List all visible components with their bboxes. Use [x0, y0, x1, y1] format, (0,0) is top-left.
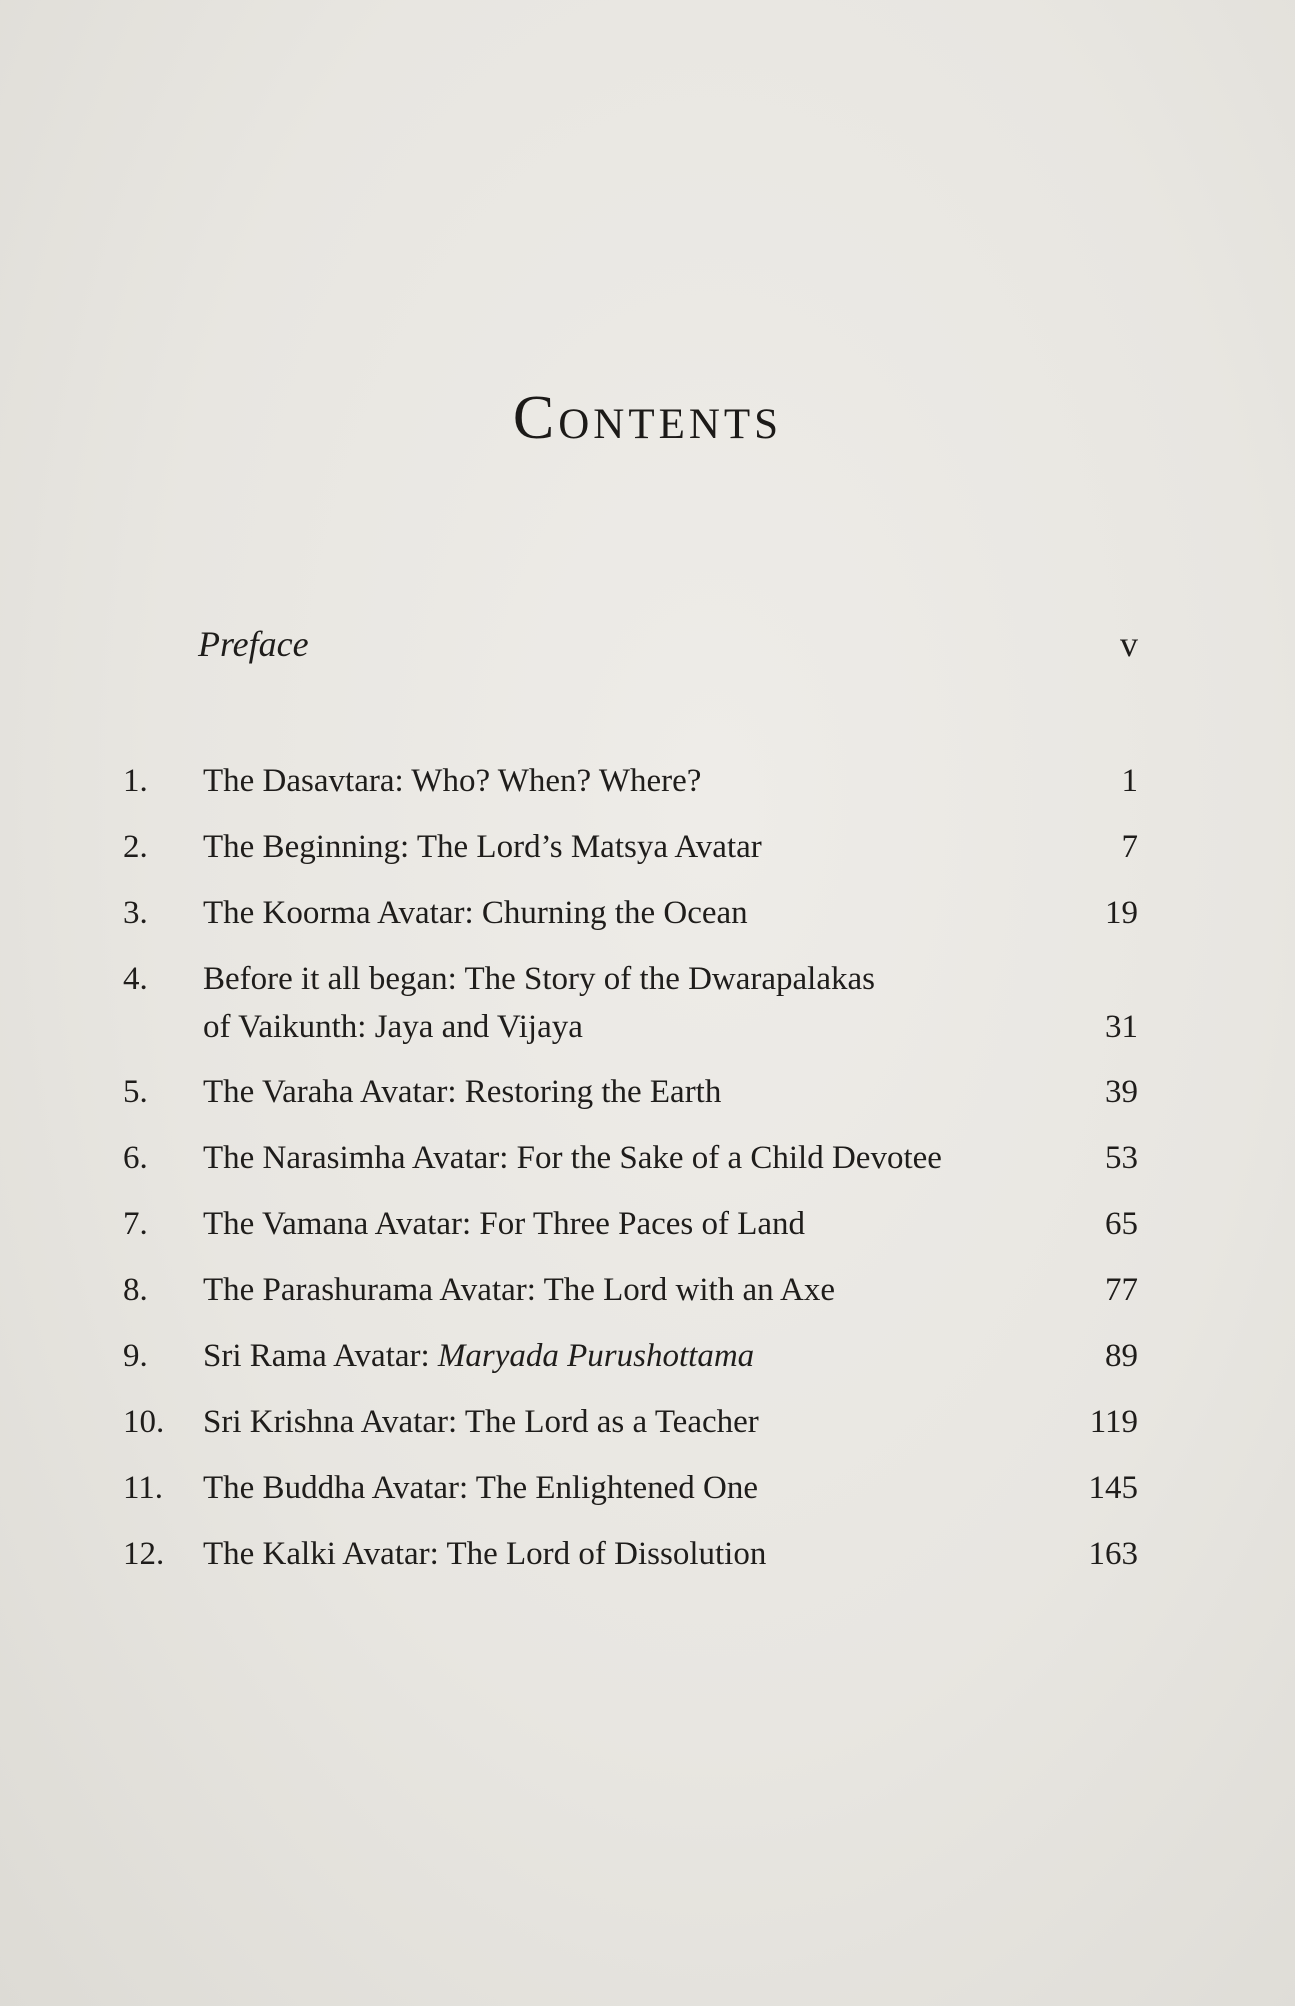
entry-title-line-2: of Vaikunth: Jaya and Vijaya: [203, 1009, 583, 1045]
entry-page-number: 163: [1088, 1536, 1138, 1572]
entry-title: The Narasimha Avatar: For the Sake of a Child Devotee: [203, 1140, 942, 1176]
entry-number: 5.: [123, 1074, 148, 1110]
preface-page-number: v: [1120, 624, 1138, 664]
entry-number: 12.: [123, 1536, 165, 1572]
entry-page-number: 89: [1105, 1338, 1138, 1374]
entry-title: [203, 1332, 754, 1380]
entry-number: 9.: [123, 1338, 148, 1374]
entry-title: The Parashurama Avatar: The Lord with an Axe: [203, 1272, 835, 1308]
entry-title: The Vamana Avatar: For Three Paces of Land: [203, 1206, 806, 1242]
page-title: Contents: [512, 384, 783, 452]
entry-title-italic: Maryada Purushottama: [437, 1338, 755, 1374]
toc-preface-row: [198, 623, 1138, 673]
entry-title: The Varaha Avatar: Restoring the Earth: [203, 1074, 722, 1110]
entry-page-number: 1: [1121, 763, 1138, 799]
entry-number: 6.: [123, 1140, 148, 1176]
entry-number: 1.: [123, 763, 148, 799]
entry-title: Sri Krishna Avatar: The Lord as a Teacher: [203, 1404, 759, 1440]
entry-number: 4.: [123, 961, 148, 997]
entry-number: 3.: [123, 895, 148, 931]
entry-page-number: 77: [1105, 1272, 1138, 1308]
entry-title: The Beginning: The Lord’s Matsya Avatar: [203, 829, 762, 865]
entry-number: 11.: [123, 1470, 164, 1506]
entry-page-number: 7: [1121, 829, 1138, 865]
entry-page-number: 31: [1105, 1009, 1138, 1045]
entry-number: 8.: [123, 1272, 148, 1308]
entry-number: 2.: [123, 829, 148, 865]
entry-page-number: 39: [1105, 1074, 1138, 1110]
preface-label: Preface: [198, 624, 309, 664]
entry-title: The Dasavtara: Who? When? Where?: [203, 763, 702, 799]
entry-title: The Buddha Avatar: The Enlightened One: [203, 1470, 759, 1506]
entry-title: Before it all began: The Story of the Dwarapalakas: [203, 961, 875, 997]
entry-number: 10.: [123, 1404, 165, 1440]
entry-page-number: 145: [1088, 1470, 1138, 1506]
entry-page-number: 65: [1105, 1206, 1138, 1242]
entry-number: 7.: [123, 1206, 148, 1242]
entry-title: The Kalki Avatar: The Lord of Dissolution: [203, 1536, 767, 1572]
toc-entry: [0, 955, 1138, 1051]
entry-page-number: 53: [1105, 1140, 1138, 1176]
entry-page-number: 19: [1105, 895, 1138, 931]
entry-title: The Koorma Avatar: Churning the Ocean: [203, 895, 748, 931]
entry-page-number: 119: [1089, 1404, 1138, 1440]
entry-title-plain: Sri Rama Avatar:: [203, 1338, 438, 1374]
